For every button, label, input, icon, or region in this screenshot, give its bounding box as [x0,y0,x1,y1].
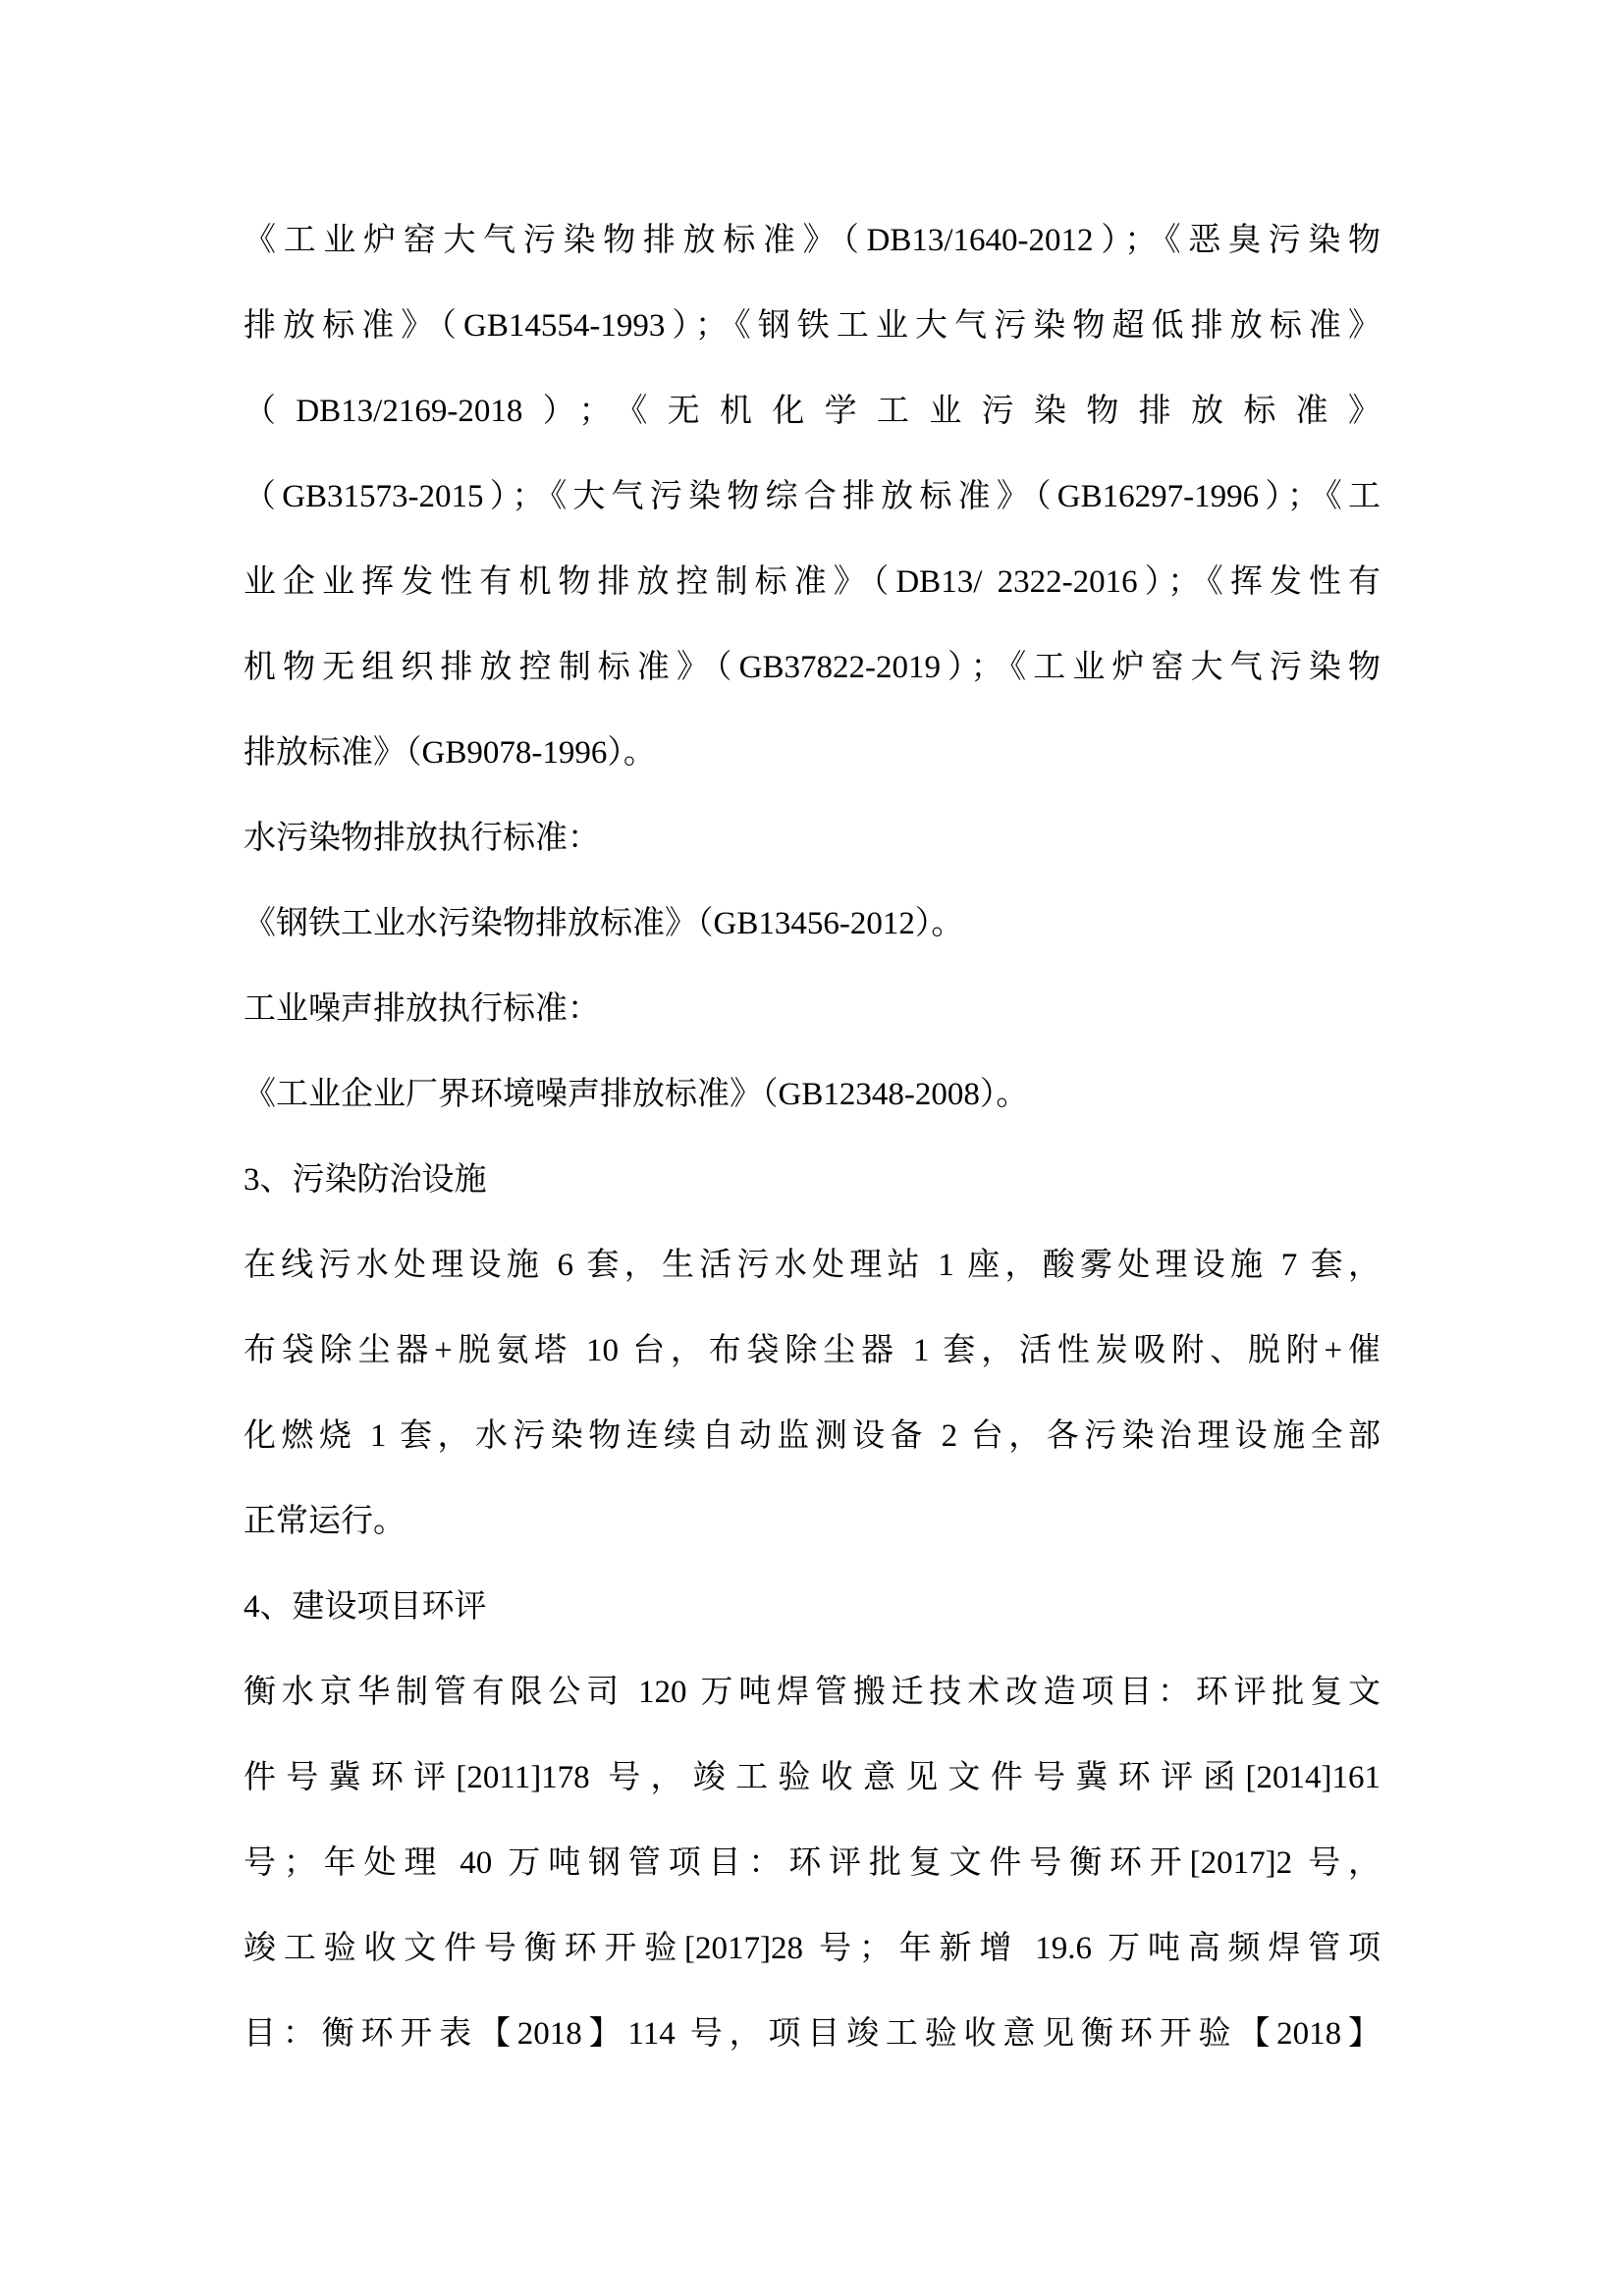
document-line: 《工业炉窑大气污染物排放标准》（DB13/1640-2012）；《恶臭污染物 [244,223,1380,258]
document-line: 目：衡环开表【2018】114 号，项目竣工验收意见衡环开验【2018】 [244,2016,1380,2052]
document-line: 业企业挥发性有机物排放控制标准》（DB13/ 2322-2016）；《挥发性有 [244,564,1380,600]
document-line: 竣工验收文件号衡环开验[2017]28 号；年新增 19.6 万吨高频焊管项 [244,1931,1380,1966]
noise-standard-heading: 工业噪声排放执行标准： [244,991,600,1027]
section-3-heading: 3、污染防治设施 [244,1162,487,1198]
document-line: 化燃烧 1 套，水污染物连续自动监测设备 2 台，各污染治理设施全部 [244,1418,1380,1454]
document-line: 布袋除尘器+脱氨塔 10 台，布袋除尘器 1 套，活性炭吸附、脱附+催 [244,1333,1380,1368]
document-line: 机物无组织排放控制标准》（GB37822-2019）；《工业炉窑大气污染物 [244,650,1380,685]
document-line: （GB31573-2015）；《大气污染物综合排放标准》（GB16297-1996）；《工 [244,479,1380,514]
document-line: 排放标准》（GB9078-1996）。 [244,735,656,771]
document-line: 在线污水处理设施 6 套，生活污水处理站 1 座，酸雾处理设施 7 套， [244,1248,1380,1283]
document-line: 号；年处理 40 万吨钢管项目：环评批复文件号衡环开[2017]2 号， [244,1845,1380,1881]
document-line: 正常运行。 [244,1504,406,1539]
document-line: 衡水京华制管有限公司 120 万吨焊管搬迁技术改造项目：环评批复文 [244,1675,1380,1710]
document-line: 《工业企业厂界环境噪声排放标准》（GB12348-2008）。 [244,1077,1029,1112]
document-line: （DB13/2169-2018）；《无机化学工业污染物排放标准》 [244,394,1380,429]
document-text-block [244,198,1380,2077]
water-standard-heading: 水污染物排放执行标准： [244,821,600,856]
document-line: 排放标准》（GB14554-1993）；《钢铁工业大气污染物超低排放标准》 [244,308,1380,344]
document-line: 《钢铁工业水污染物排放标准》（GB13456-2012）。 [244,906,964,941]
document-line: 件号冀环评[2011]178 号，竣工验收意见文件号冀环评函[2014]161 [244,1760,1380,1795]
section-4-heading: 4、建设项目环评 [244,1589,487,1625]
